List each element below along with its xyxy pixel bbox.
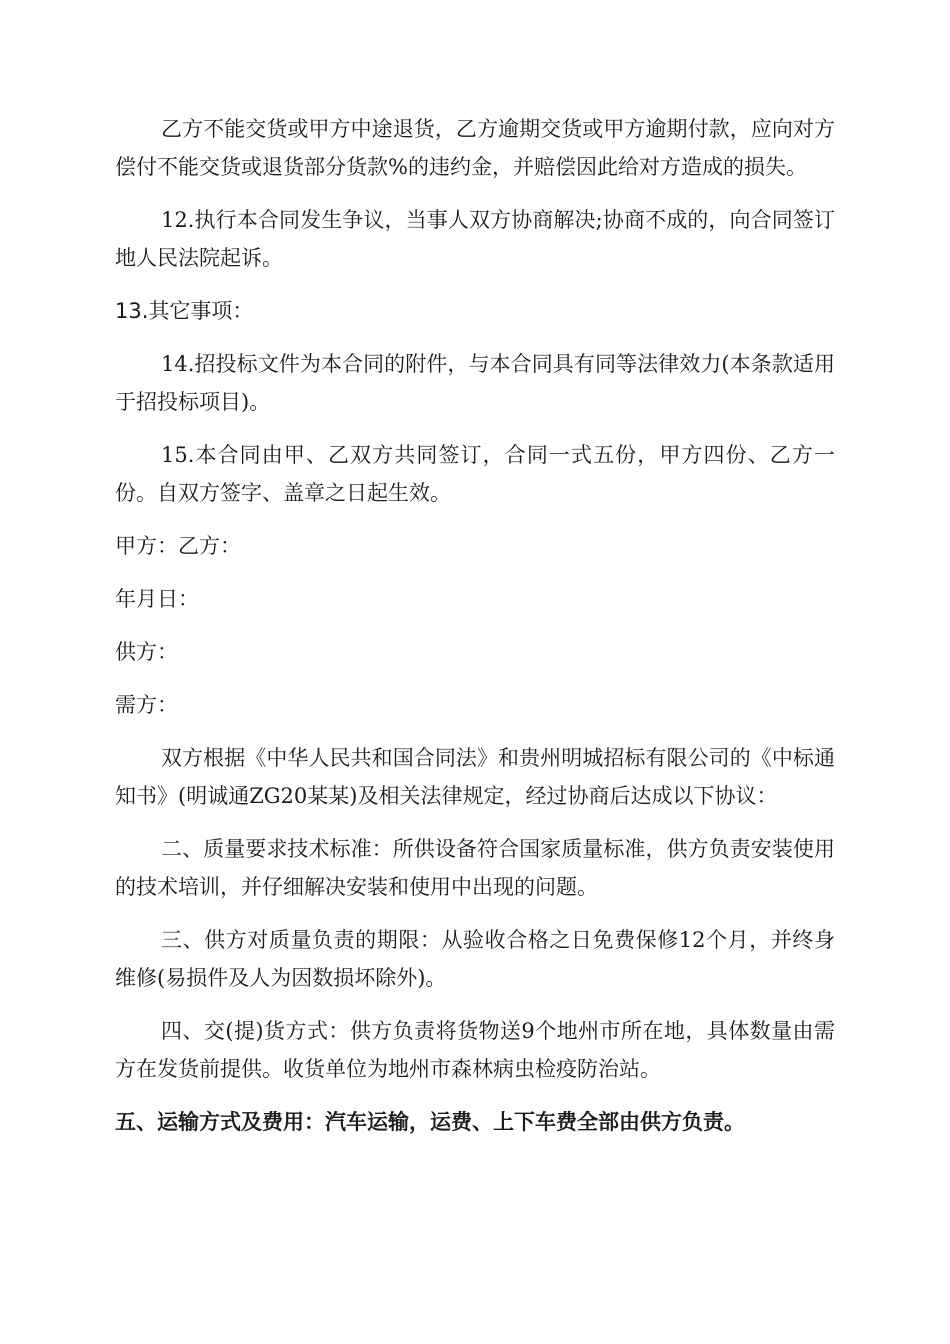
supplier-label: 供方：	[115, 640, 178, 664]
paragraph-item-4-delivery: 四、交(提)货方式：供方负责将货物送9个地州市所在地，具体数量由需方在发货前提供。收货单位为地州市森林病虫检疫防治站。	[115, 1019, 835, 1081]
buyer-label: 需方：	[115, 693, 178, 717]
paragraph-item-2-quality: 二、质量要求技术标准：所供设备符合国家质量标准，供方负责安装使用的技术培训，并仔细解决安装和使用中出现的问题。	[115, 837, 835, 899]
paragraph-preamble: 双方根据《中华人民共和国合同法》和贵州明城招标有限公司的《中标通知书》(明诚通ZG20某某)及相关法律规定，经过协商后达成以下协议：	[115, 746, 835, 808]
paragraph-clause-14: 14.招投标文件为本合同的附件，与本合同具有同等法律效力(本条款适用于招投标项目)。	[115, 352, 835, 414]
paragraph-breach-penalty: 乙方不能交货或甲方中途退货，乙方逾期交货或甲方逾期付款，应向对方偿付不能交货或退货部分货款%的违约金，并赔偿因此给对方造成的损失。	[115, 117, 835, 179]
signature-parties: 甲方：乙方：	[115, 534, 241, 558]
contract-page	[115, 110, 835, 1156]
paragraph-clause-15: 15.本合同由甲、乙双方共同签订，合同一式五份，甲方四份、乙方一份。自双方签字、盖章之日起生效。	[115, 443, 835, 505]
paragraph-item-5-transport: 五、运输方式及费用：汽车运输，运费、上下车费全部由供方负责。	[115, 1109, 745, 1134]
paragraph-clause-13: 13.其它事项：	[115, 299, 254, 323]
paragraph-item-3-warranty: 三、供方对质量负责的期限：从验收合格之日免费保修12个月，并终身维修(易损件及人为因数损坏除外)。	[115, 928, 835, 990]
paragraph-clause-12: 12.执行本合同发生争议，当事人双方协商解决;协商不成的，向合同签订地人民法院起诉。	[115, 208, 835, 270]
signature-date: 年月日：	[115, 587, 199, 611]
